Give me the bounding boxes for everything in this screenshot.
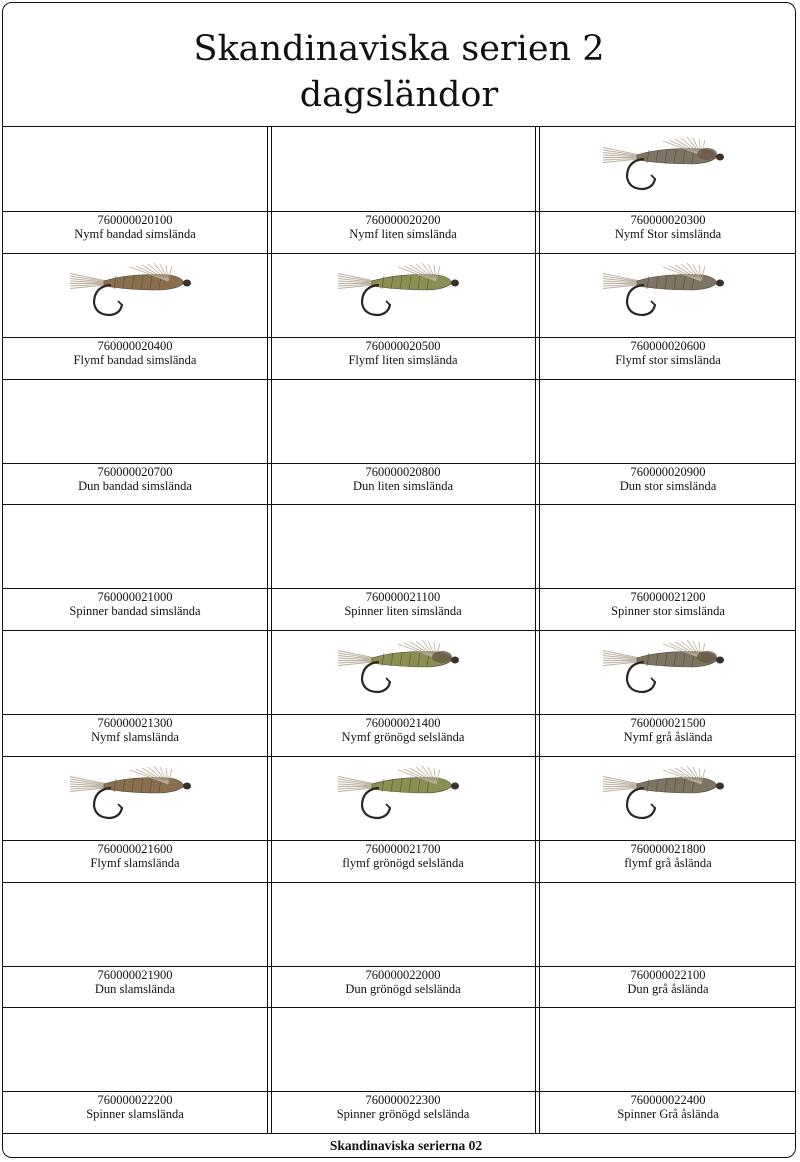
- product-image: [3, 127, 267, 211]
- nymph-fly-icon: [593, 133, 743, 195]
- label-separator: [3, 1091, 795, 1092]
- product-name: Nymf grå åslända: [623, 730, 713, 744]
- product-image: [271, 756, 535, 840]
- emerger-fly-icon: [60, 259, 210, 321]
- product-name: Dun stor simslända: [619, 478, 717, 493]
- row-divider: [3, 882, 795, 883]
- product-image: [539, 379, 796, 463]
- product-name: flymf grönögd selslända: [342, 855, 464, 870]
- catalog-footer: [3, 1133, 795, 1158]
- product-cell: [271, 504, 535, 630]
- product-image: [3, 630, 267, 714]
- product-cell: [3, 504, 267, 630]
- product-code: 760000021100: [365, 590, 441, 605]
- product-code: 760000022200: [97, 1093, 173, 1108]
- product-image: [271, 379, 535, 463]
- product-name: Dun grå åslända: [627, 981, 709, 996]
- product-name: Nymf slamslända: [91, 730, 179, 744]
- product-code: 760000020800: [365, 464, 441, 479]
- label-separator: [3, 463, 795, 464]
- product-code: 760000020300: [630, 213, 706, 227]
- product-name: Spinner stor simslända: [611, 604, 725, 619]
- product-code: 760000021200: [630, 590, 706, 605]
- product-cell: [271, 379, 535, 505]
- product-code: 760000020600: [630, 338, 706, 353]
- product-code: 760000020100: [97, 213, 173, 227]
- product-name: Nymf Stor simslända: [614, 227, 722, 241]
- product-name: Spinner Grå åslända: [617, 1107, 719, 1122]
- product-cell: [539, 504, 796, 630]
- product-name: flymf grå åslända: [624, 855, 712, 870]
- product-image: [271, 127, 535, 211]
- catalog-header: [3, 3, 795, 127]
- catalog-title: Skandinaviska serien 2: [193, 29, 605, 69]
- emerger-fly-icon: [328, 259, 478, 321]
- product-cell: [271, 253, 535, 379]
- product-image: [3, 756, 267, 840]
- product-image: [539, 630, 796, 714]
- product-cell: [539, 379, 796, 505]
- row-divider: [3, 504, 795, 505]
- row-divider: [3, 630, 795, 631]
- product-image: [539, 127, 796, 211]
- row-divider: [3, 379, 795, 380]
- product-image: [3, 504, 267, 588]
- product-image: [271, 1007, 535, 1091]
- product-name: Dun bandad simslända: [78, 478, 192, 493]
- product-code: 760000021900: [97, 967, 173, 982]
- product-name: Dun slamslända: [94, 981, 176, 996]
- emerger-fly-icon: [593, 762, 743, 824]
- product-image: [539, 1007, 796, 1091]
- product-code: 760000021700: [365, 841, 441, 856]
- product-cell: [539, 756, 796, 882]
- label-separator: [3, 588, 795, 589]
- product-code: 760000021800: [630, 841, 706, 856]
- product-code: 760000021500: [630, 716, 706, 730]
- product-cell: [539, 253, 796, 379]
- product-code: 760000021600: [97, 841, 173, 856]
- product-image: [539, 756, 796, 840]
- row-divider: [3, 756, 795, 757]
- product-cell: [539, 127, 796, 253]
- product-image: [539, 882, 796, 966]
- nymph-fly-icon: [328, 636, 478, 698]
- nymph-fly-icon: [593, 636, 743, 698]
- product-cell: [3, 1007, 267, 1133]
- footer-text: Skandinaviska serierna 02: [329, 1138, 483, 1153]
- product-code: 760000021300: [97, 716, 173, 730]
- product-name: Flymf liten simslända: [348, 352, 458, 367]
- product-image: [3, 882, 267, 966]
- product-name: Nymf bandad simslända: [74, 227, 196, 241]
- product-name: Spinner liten simslända: [344, 604, 462, 619]
- product-cell: [539, 1007, 796, 1133]
- label-separator: [3, 714, 795, 715]
- emerger-fly-icon: [328, 762, 478, 824]
- product-code: 760000020400: [97, 338, 173, 353]
- product-name: Spinner bandad simslända: [69, 604, 201, 619]
- product-name: Spinner slamslända: [86, 1107, 184, 1122]
- label-separator: [3, 211, 795, 212]
- product-code: 760000022400: [630, 1093, 706, 1108]
- emerger-fly-icon: [593, 259, 743, 321]
- label-separator: [3, 966, 795, 967]
- product-cell: [3, 379, 267, 505]
- product-code: 760000021400: [365, 716, 441, 730]
- product-cell: [3, 882, 267, 1008]
- product-image: [271, 253, 535, 337]
- product-cell: [271, 756, 535, 882]
- label-separator: [3, 840, 795, 841]
- catalog-subtitle: dagsländor: [299, 75, 499, 115]
- product-cell: [3, 630, 267, 756]
- product-code: 760000022000: [365, 967, 441, 982]
- product-cell: [3, 253, 267, 379]
- product-code: 760000020900: [630, 464, 706, 479]
- product-name: Nymf grönögd selslända: [341, 730, 465, 744]
- product-cell: [271, 882, 535, 1008]
- product-code: 760000020200: [365, 213, 441, 227]
- product-code: 760000020700: [97, 464, 173, 479]
- product-cell: [539, 882, 796, 1008]
- product-image: [3, 379, 267, 463]
- product-name: Dun liten simslända: [353, 478, 453, 493]
- product-cell: [271, 127, 535, 253]
- catalog-sheet: [2, 2, 796, 1158]
- product-name: Flymf slamslända: [90, 855, 180, 870]
- product-image: [271, 504, 535, 588]
- product-image: [3, 253, 267, 337]
- product-name: Dun grönögd selslända: [345, 981, 461, 996]
- product-name: Flymf bandad simslända: [73, 352, 197, 367]
- product-name: Spinner grönögd selslända: [336, 1107, 470, 1122]
- label-separator: [3, 337, 795, 338]
- product-name: Nymf liten simslända: [349, 227, 457, 241]
- emerger-fly-icon: [60, 762, 210, 824]
- product-image: [271, 630, 535, 714]
- product-cell: [539, 630, 796, 756]
- product-code: 760000022300: [365, 1093, 441, 1108]
- product-cell: [271, 1007, 535, 1133]
- product-image: [3, 1007, 267, 1091]
- row-divider: [3, 253, 795, 254]
- product-code: 760000022100: [630, 967, 706, 982]
- product-cell: [271, 630, 535, 756]
- product-image: [539, 253, 796, 337]
- product-cell: [3, 756, 267, 882]
- row-divider: [3, 1007, 795, 1008]
- product-name: Flymf stor simslända: [615, 352, 721, 367]
- product-code: 760000020500: [365, 338, 441, 353]
- product-code: 760000021000: [97, 590, 173, 605]
- product-cell: [3, 127, 267, 253]
- product-image: [539, 504, 796, 588]
- product-image: [271, 882, 535, 966]
